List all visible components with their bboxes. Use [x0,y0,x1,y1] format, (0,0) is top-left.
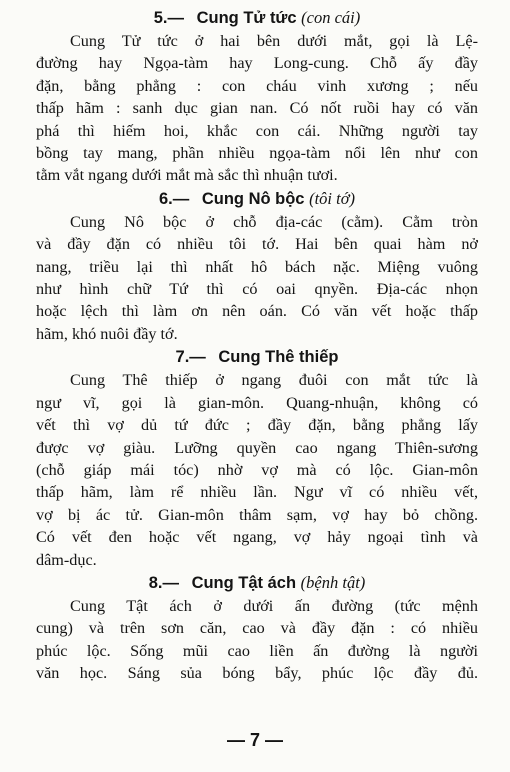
text-line: Cung Tật ách ở dưới ấn đường (tức mệnh [70,596,478,615]
text-line: bồng tay mang, phần nhiều ngọa-tàm nổi lên như con [36,144,478,163]
section-5-heading [36,6,478,30]
text-line: hãm, khó nuôi đầy tớ. [36,324,178,343]
text-line: Cung Thê thiếp ở ngang đuôi con mắt tức là [70,371,478,390]
section-subtitle: (con cái) [301,8,361,27]
text-line: đặn, bằng phẳng : con cháu vinh xương ; nếu [36,76,478,95]
section-number: 7.— [175,348,206,367]
section-number: 5.— [153,9,184,27]
text-line: đường hay Ngọa-tàm hay Long-cung. Chỗ ấy đầy [36,54,478,73]
text-line: cung) và trên sơn căn, cao và đầy đặn : có nhiều [36,619,478,638]
section-number: 8.— [148,573,179,592]
text-line: ngư vĩ, gọi là gian-môn. Quang-nhuận, không có [36,393,478,412]
section-subtitle: (tôi tớ) [309,188,356,208]
section-7-heading [36,345,478,369]
text-line: phúc lộc. Sống mũi cao liền ấn đường là người [36,641,478,660]
text-line: Cung Nô bộc ở chỗ địa-các (cằm). Cằm tròn [70,212,478,231]
text-line: và đầy đặn có nhiều tôi tớ. Hai bên quai hàm nở [36,235,478,254]
text-line: hoặc lệch thì làm ơn nên oán. Có văn vết hoặc thấp [36,302,478,321]
text-line: tằm vắt ngang dưới mắt mà sắc thì nhuận tươi. [36,166,338,185]
text-line: Cung Tử tức ở hai bên dưới mắt, gọi là Lệ- [70,32,478,50]
text-line: (chỗ giáp mái tóc) nhờ vợ mà có lộc. Gian-môn [36,460,478,479]
section-7-body [36,369,478,571]
section-6-heading [36,187,478,211]
text-line: Có vết đen hoặc vết ngang, vợ hảy ngoại tình và [36,528,478,547]
text-line: vết thì vợ dủ tứ đức ; đầy đặn, bằng phẳng lấy [36,416,478,435]
section-8-body [36,595,478,685]
section-title: Cung Nô bộc [201,189,305,208]
text-line: nang, triều lại thì nhất hô bách nặc. Miệng vuông [36,257,478,276]
text-line: được vợ giàu. Lưỡng quyền cao ngang Thiên-sương [36,438,478,457]
text-line: phá thì hiếm hoi, khắc con cái. Những người tay [36,121,478,140]
section-title: Cung Tử tức [196,9,297,27]
section-6-body [36,211,478,345]
text-line: thấp hãm : sanh dục gian nan. Có nốt ruồi hay có văn [36,99,478,118]
section-8-heading [36,571,478,595]
text-line: văn học. Sáng sủa bóng bẩy, phúc lộc đầy đủ. [36,664,478,683]
text-line: dâm-dục. [36,550,97,569]
section-5-body [36,30,478,187]
text-line: thấp hãm, làm rể nhiều lần. Ngư vĩ có nhiều vết, [36,483,478,502]
section-title: Cung Thê thiếp [218,348,339,367]
section-title: Cung Tật ách [191,573,297,592]
page-number: — 7 — [226,730,283,750]
text-line: như hình chữ Tứ thì có oai qnyền. Địa-các nhọn [36,280,478,299]
section-subtitle: (bệnh tật) [300,572,366,592]
section-number: 6.— [158,189,190,208]
text-line: vợ bị ác tử. Gian-môn thâm sạm, vợ hay bỏ chồng. [36,505,478,524]
